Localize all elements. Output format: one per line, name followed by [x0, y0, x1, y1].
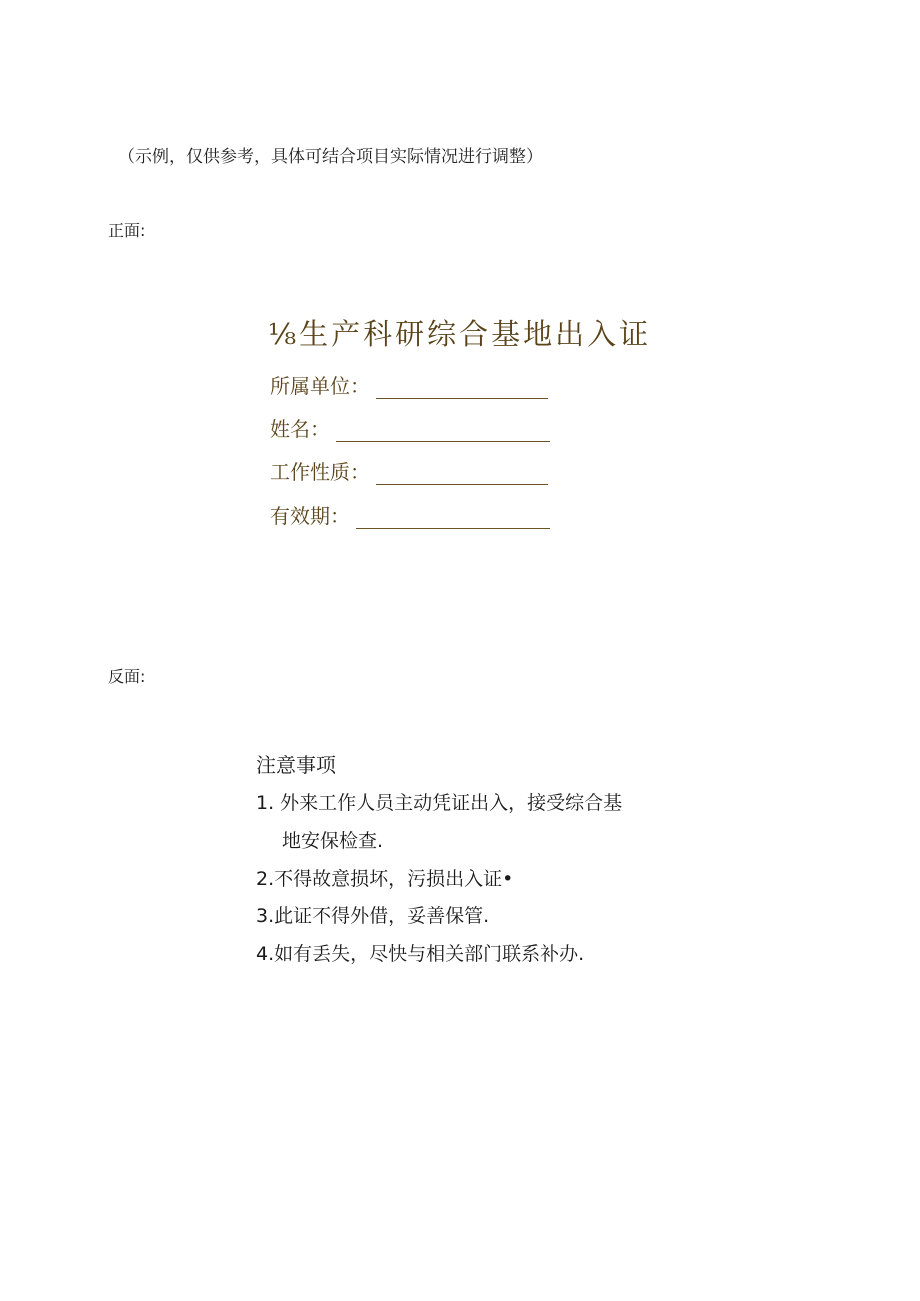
blank-line	[356, 508, 550, 529]
field-label: 所属单位：	[270, 374, 370, 398]
blank-line	[376, 464, 548, 485]
notice-rule-1: 1. 外来工作人员主动凭证出入，接受综合基	[256, 792, 623, 814]
field-validity	[270, 500, 550, 529]
field-name	[270, 413, 550, 442]
pass-card-title: ⅛生产科研综合基地出入证	[268, 317, 652, 351]
back-side-label: 反面:	[108, 667, 146, 686]
notice-rule-4: 4.如有丢失，尽快与相关部门联系补办.	[256, 943, 585, 965]
blank-line	[336, 421, 550, 442]
blank-line	[376, 378, 548, 399]
notice-title: 注意事项	[256, 753, 336, 777]
field-label: 姓名：	[270, 417, 330, 441]
example-note: （示例，仅供参考，具体可结合项目实际情况进行调整）	[118, 147, 543, 167]
notice-rule-3: 3.此证不得外借，妥善保管.	[256, 905, 490, 927]
front-side-label: 正面:	[108, 221, 146, 240]
notice-rule-2: 2.不得故意损坏，污损出入证•	[256, 868, 514, 890]
field-work-type	[270, 456, 548, 485]
field-label: 有效期：	[270, 504, 350, 528]
notice-rule-1-continued: 地安保检查.	[282, 830, 384, 852]
field-label: 工作性质：	[270, 460, 370, 484]
field-affiliation	[270, 370, 548, 399]
